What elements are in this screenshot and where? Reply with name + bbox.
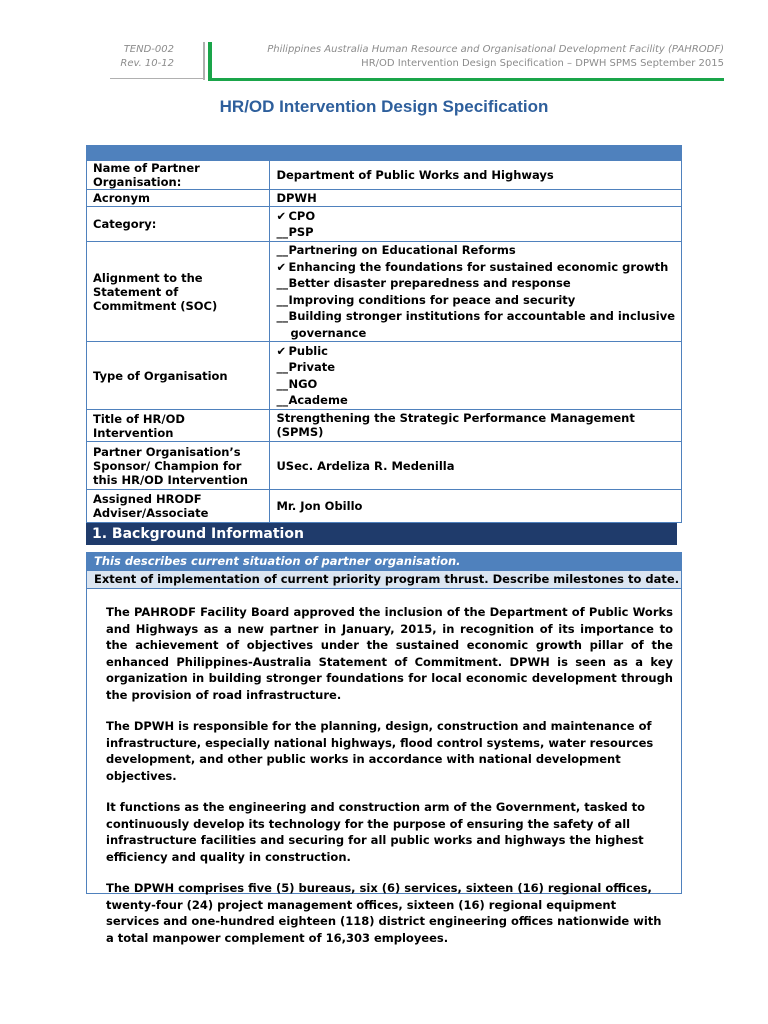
table-row-soc: [87, 242, 682, 342]
table-header-row: [87, 146, 682, 161]
blank-mark: __: [276, 292, 288, 307]
option-label: Private: [288, 360, 336, 374]
option-item: [276, 308, 675, 325]
sponsor-label: Partner Organisation’s Sponsor/ Champion for this HR/OD Intervention: [87, 442, 270, 490]
background-box: [86, 552, 682, 945]
option-item: [276, 343, 675, 360]
document-code-block: [110, 43, 174, 71]
check-mark-icon: ✔: [276, 259, 287, 274]
soc-label: Alignment to the Statement of Commitment (SOC): [87, 242, 270, 342]
option-label: PSP: [288, 225, 314, 239]
check-mark-icon: ✔: [276, 208, 287, 223]
blank-mark: __: [276, 376, 288, 391]
intervention-title-value: Strengthening the Strategic Performance Management (SPMS): [270, 410, 682, 442]
partner-label: Name of Partner Organisation:: [87, 161, 270, 190]
option-label: Better disaster preparedness and response: [288, 276, 571, 290]
header-rule-grey: [110, 78, 205, 79]
header-document-line: HR/OD Intervention Design Specification – DPWH SPMS September 2015: [361, 58, 724, 69]
option-continuation: governance: [290, 325, 367, 340]
option-label: Public: [288, 343, 329, 358]
table-row-adviser: [87, 490, 682, 523]
background-body: [87, 589, 681, 946]
option-item: [276, 208, 675, 225]
header-divider-green: [208, 42, 212, 80]
type-label: Type of Organisation: [87, 342, 270, 410]
spec-table: [86, 145, 682, 523]
blank-mark: __: [276, 360, 288, 374]
table-row-sponsor: [87, 442, 682, 490]
blank-mark: __: [276, 393, 288, 407]
option-item: [276, 259, 675, 276]
option-item: [276, 275, 675, 292]
check-mark-icon: ✔: [276, 343, 287, 358]
background-paragraph: It functions as the engineering and construction arm of the Government, tasked to continuously develop its technology for the purpose of ensuring the safety of all infrastructure facilities and securing for all public works and highways the highest efficiency and quality in construction.: [106, 800, 646, 864]
page-title: HR/OD Intervention Design Specification: [219, 97, 549, 116]
blank-mark: __: [276, 243, 288, 257]
option-item: [276, 359, 675, 376]
table-row-category: [87, 207, 682, 242]
intervention-title-label: Title of HR/OD Intervention: [87, 410, 270, 442]
blank-mark: __: [276, 225, 288, 239]
option-item: [276, 242, 675, 259]
header-rule-green: [208, 78, 724, 81]
option-label: Academe: [288, 393, 348, 407]
adviser-label: Assigned HRODF Adviser/Associate: [87, 490, 270, 523]
option-label: Partnering on Educational Reforms: [288, 243, 516, 257]
option-item: [276, 392, 675, 409]
acronym-value: DPWH: [270, 190, 682, 207]
adviser-value: Mr. Jon Obillo: [270, 490, 682, 523]
option-item: [276, 292, 675, 309]
background-prompt: Extent of implementation of current priority program thrust. Describe milestones to date.: [87, 570, 681, 589]
header-right-block: [230, 43, 724, 71]
header-divider-grey: [203, 42, 205, 80]
soc-options: [270, 242, 682, 342]
sponsor-value: USec. Ardeliza R. Medenilla: [270, 442, 682, 490]
table-row-acronym: [87, 190, 682, 207]
option-label: Improving conditions for peace and security: [288, 292, 576, 307]
option-label: NGO: [288, 376, 318, 391]
option-item: [276, 224, 675, 241]
background-paragraph: The PAHRODF Facility Board approved the inclusion of the Department of Public Works and Highways as a new partner in January, 2015, in recognition of its importance to the achievement of objectives under the sustained economic growth pillar of the enhanced Philippines-Australia Statement of Commitment. DPWH is seen as a key organization in building stronger foundations for local economic development through the provision of road infrastructure.: [106, 605, 673, 702]
option-label: CPO: [288, 208, 316, 223]
partner-value: Department of Public Works and Highways: [270, 161, 682, 190]
table-row-title: [87, 410, 682, 442]
background-description: This describes current situation of partner organisation.: [87, 553, 681, 570]
background-paragraph: The DPWH comprises five (5) bureaus, six (6) services, sixteen (16) regional offices, twenty-four (24) project management offices, sixteen (16) regional equipment services and one-hundred eighteen (118) district engineering offices nationwide with a total manpower complement of 16,303 employees.: [106, 881, 662, 945]
option-item: [276, 376, 675, 393]
header-organisation: Philippines Australia Human Resource and Organisational Development Facility (PAHRODF): [267, 44, 724, 55]
table-header-cell: [270, 146, 682, 161]
section-heading-background: 1. Background Information: [86, 523, 677, 545]
background-paragraph: The DPWH is responsible for the planning, design, construction and maintenance of infrastructure, especially national highways, flood control systems, water resources development, and other public works in accordance with national development objectives.: [106, 719, 654, 783]
table-row-type: [87, 342, 682, 410]
option-label: Building stronger institutions for accountable and inclusive: [288, 309, 675, 323]
acronym-label: Acronym: [87, 190, 270, 207]
category-label: Category:: [87, 207, 270, 242]
blank-mark: __: [276, 276, 288, 290]
document-revision: Rev. 10-12: [120, 58, 174, 69]
blank-mark: __: [276, 309, 288, 323]
category-options: [270, 207, 682, 242]
table-header-cell: [87, 146, 270, 161]
document-code: TEND-002: [123, 44, 174, 55]
table-row-partner: [87, 161, 682, 190]
option-label: Enhancing the foundations for sustained economic growth: [288, 259, 669, 274]
type-options: [270, 342, 682, 410]
